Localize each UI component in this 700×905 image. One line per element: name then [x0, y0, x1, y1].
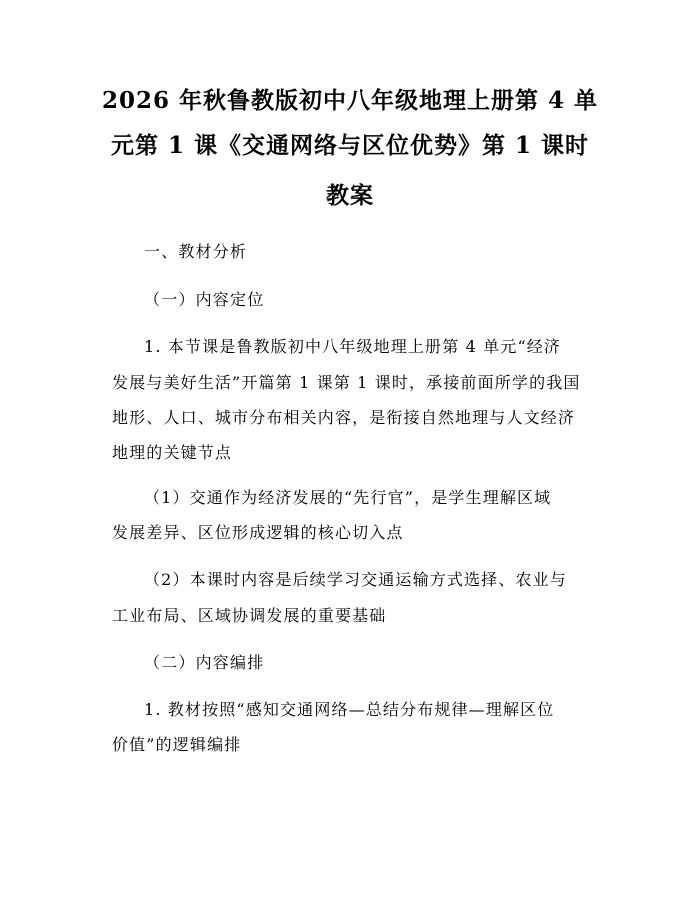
- subsection-heading-content-arrangement: （二）内容编排: [144, 653, 265, 672]
- paragraph-3-line-1: （2）本课时内容是后续学习交通运输方式选择、农业与: [144, 570, 567, 589]
- paragraph-1-line-3: 地形、人口、城市分布相关内容，是衔接自然地理与人文经济: [112, 408, 576, 427]
- document-title-line-1: 2026 年秋鲁教版初中八年级地理上册第 4 单: [101, 87, 599, 114]
- section-heading-teaching-material-analysis: 一、教材分析: [144, 242, 248, 261]
- paragraph-3-line-2: 工业布局、区域协调发展的重要基础: [112, 606, 387, 625]
- document-title-line-2: 元第 1 课《交通网络与区位优势》第 1 课时: [110, 132, 590, 159]
- paragraph-1-line-2: 发展与美好生活”开篇第 1 课第 1 课时，承接前面所学的我国: [112, 373, 581, 392]
- paragraph-2-line-1: （1）交通作为经济发展的“先行官”，是学生理解区域: [144, 488, 552, 507]
- paragraph-2-line-2: 发展差异、区位形成逻辑的核心切入点: [112, 523, 404, 542]
- paragraph-4-line-1: 1. 教材按照“感知交通网络—总结分布规律—理解区位: [144, 700, 555, 719]
- subsection-heading-content-positioning: （一）内容定位: [144, 290, 265, 309]
- paragraph-1-line-4: 地理的关键节点: [112, 443, 233, 462]
- paragraph-4-line-2: 价值”的逻辑编排: [112, 735, 242, 754]
- paragraph-1-line-1: 1. 本节课是鲁教版初中八年级地理上册第 4 单元“经济: [144, 337, 562, 356]
- document-title-line-3: 教案: [326, 182, 374, 209]
